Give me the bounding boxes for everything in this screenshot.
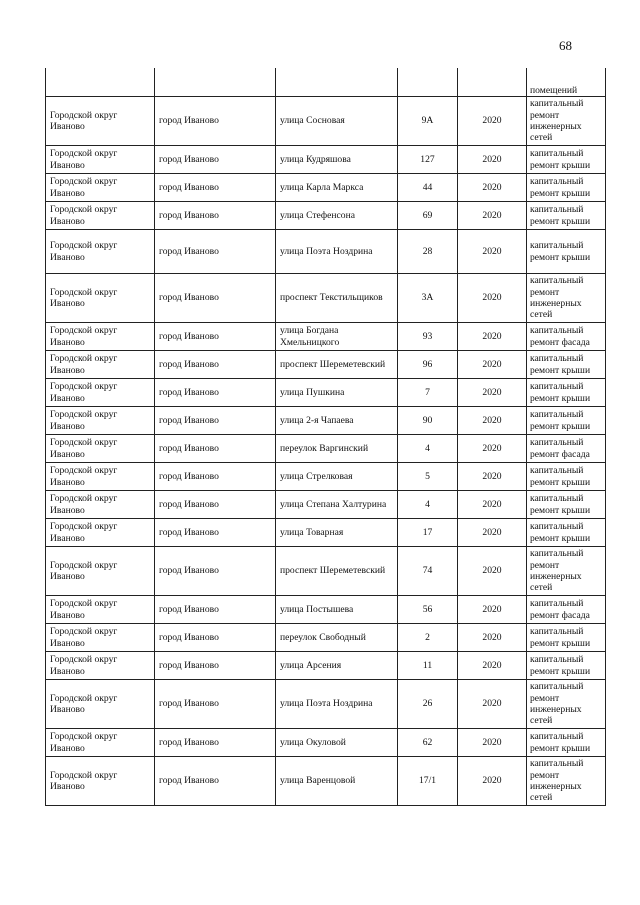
street-cell: проспект Шереметевский — [276, 547, 398, 596]
year-cell: 2020 — [458, 624, 527, 652]
house-cell: 2 — [398, 624, 458, 652]
table-row — [46, 230, 606, 274]
table-row — [46, 97, 606, 146]
table-row — [46, 547, 606, 596]
year-cell: 2020 — [458, 680, 527, 729]
house-cell: 96 — [398, 351, 458, 379]
cell — [398, 68, 458, 97]
cell — [46, 68, 155, 97]
table-row — [46, 624, 606, 652]
city-cell: город Иваново — [155, 146, 276, 174]
work-cell: капитальный ремонт инженерных сетей — [527, 680, 606, 729]
street-cell: улица Арсения — [276, 652, 398, 680]
year-cell: 2020 — [458, 435, 527, 463]
city-cell: город Иваново — [155, 652, 276, 680]
district-cell: Городской округ Иваново — [46, 323, 155, 351]
year-cell: 2020 — [458, 729, 527, 757]
district-cell: Городской округ Иваново — [46, 491, 155, 519]
year-cell: 2020 — [458, 463, 527, 491]
table-row — [46, 146, 606, 174]
table-row — [46, 652, 606, 680]
work-cell: капитальный ремонт крыши — [527, 146, 606, 174]
district-cell: Городской округ Иваново — [46, 757, 155, 806]
street-cell: переулок Варгинский — [276, 435, 398, 463]
street-cell: улица Варенцовой — [276, 757, 398, 806]
city-cell: город Иваново — [155, 757, 276, 806]
work-cell: помещений — [527, 68, 606, 97]
city-cell: город Иваново — [155, 407, 276, 435]
district-cell: Городской округ Иваново — [46, 435, 155, 463]
street-cell: улица Поэта Ноздрина — [276, 230, 398, 274]
year-cell: 2020 — [458, 379, 527, 407]
cell — [458, 68, 527, 97]
district-cell: Городской округ Иваново — [46, 351, 155, 379]
house-cell: 56 — [398, 596, 458, 624]
work-cell: капитальный ремонт фасада — [527, 596, 606, 624]
year-cell: 2020 — [458, 652, 527, 680]
year-cell: 2020 — [458, 351, 527, 379]
house-cell: 11 — [398, 652, 458, 680]
street-cell: улица Богдана Хмельницкого — [276, 323, 398, 351]
district-cell: Городской округ Иваново — [46, 146, 155, 174]
city-cell: город Иваново — [155, 463, 276, 491]
street-cell: улица Окуловой — [276, 729, 398, 757]
table-row — [46, 379, 606, 407]
city-cell: город Иваново — [155, 596, 276, 624]
year-cell: 2020 — [458, 174, 527, 202]
year-cell: 2020 — [458, 547, 527, 596]
cell — [276, 68, 398, 97]
table-row — [46, 680, 606, 729]
district-cell: Городской округ Иваново — [46, 624, 155, 652]
street-cell: улица 2-я Чапаева — [276, 407, 398, 435]
work-cell: капитальный ремонт крыши — [527, 652, 606, 680]
house-cell: 9А — [398, 97, 458, 146]
city-cell: город Иваново — [155, 680, 276, 729]
work-cell: капитальный ремонт крыши — [527, 230, 606, 274]
district-cell: Городской округ Иваново — [46, 652, 155, 680]
year-cell: 2020 — [458, 519, 527, 547]
street-cell: улица Постышева — [276, 596, 398, 624]
street-cell: улица Стрелковая — [276, 463, 398, 491]
city-cell: город Иваново — [155, 202, 276, 230]
house-cell: 5 — [398, 463, 458, 491]
city-cell: город Иваново — [155, 174, 276, 202]
city-cell: город Иваново — [155, 729, 276, 757]
street-cell: улица Стефенсона — [276, 202, 398, 230]
district-cell: Городской округ Иваново — [46, 97, 155, 146]
work-cell: капитальный ремонт крыши — [527, 202, 606, 230]
city-cell: город Иваново — [155, 519, 276, 547]
work-cell: капитальный ремонт крыши — [527, 519, 606, 547]
work-cell: капитальный ремонт крыши — [527, 379, 606, 407]
table-row — [46, 596, 606, 624]
house-cell: 4 — [398, 491, 458, 519]
house-cell: 17 — [398, 519, 458, 547]
district-cell: Городской округ Иваново — [46, 547, 155, 596]
district-cell: Городской округ Иваново — [46, 519, 155, 547]
cell — [155, 68, 276, 97]
house-cell: 74 — [398, 547, 458, 596]
house-cell: 90 — [398, 407, 458, 435]
work-cell: капитальный ремонт крыши — [527, 174, 606, 202]
house-cell: 44 — [398, 174, 458, 202]
table-row — [46, 435, 606, 463]
year-cell: 2020 — [458, 274, 527, 323]
work-cell: капитальный ремонт крыши — [527, 407, 606, 435]
year-cell: 2020 — [458, 491, 527, 519]
street-cell: проспект Текстильщиков — [276, 274, 398, 323]
street-cell: улица Степана Халтурина — [276, 491, 398, 519]
house-cell: 7 — [398, 379, 458, 407]
street-cell: улица Карла Маркса — [276, 174, 398, 202]
district-cell: Городской округ Иваново — [46, 379, 155, 407]
continued-row — [46, 68, 606, 97]
city-cell: город Иваново — [155, 435, 276, 463]
table-row — [46, 202, 606, 230]
house-cell: 28 — [398, 230, 458, 274]
work-cell: капитальный ремонт крыши — [527, 491, 606, 519]
district-cell: Городской округ Иваново — [46, 174, 155, 202]
street-cell: улица Пушкина — [276, 379, 398, 407]
house-cell: 62 — [398, 729, 458, 757]
year-cell: 2020 — [458, 323, 527, 351]
city-cell: город Иваново — [155, 351, 276, 379]
table-row — [46, 323, 606, 351]
district-cell: Городской округ Иваново — [46, 463, 155, 491]
street-cell: улица Товарная — [276, 519, 398, 547]
street-cell: переулок Свободный — [276, 624, 398, 652]
table-row — [46, 463, 606, 491]
year-cell: 2020 — [458, 757, 527, 806]
table-row — [46, 729, 606, 757]
city-cell: город Иваново — [155, 323, 276, 351]
street-cell: улица Поэта Ноздрина — [276, 680, 398, 729]
year-cell: 2020 — [458, 202, 527, 230]
district-cell: Городской округ Иваново — [46, 407, 155, 435]
district-cell: Городской округ Иваново — [46, 274, 155, 323]
house-cell: 93 — [398, 323, 458, 351]
district-cell: Городской округ Иваново — [46, 230, 155, 274]
district-cell: Городской округ Иваново — [46, 596, 155, 624]
house-cell: 3А — [398, 274, 458, 323]
city-cell: город Иваново — [155, 624, 276, 652]
table-row — [46, 174, 606, 202]
city-cell: город Иваново — [155, 547, 276, 596]
year-cell: 2020 — [458, 146, 527, 174]
work-cell: капитальный ремонт крыши — [527, 624, 606, 652]
work-cell: капитальный ремонт крыши — [527, 351, 606, 379]
district-cell: Городской округ Иваново — [46, 680, 155, 729]
work-cell: капитальный ремонт крыши — [527, 463, 606, 491]
table-row — [46, 519, 606, 547]
repair-table — [45, 68, 606, 806]
city-cell: город Иваново — [155, 230, 276, 274]
house-cell: 4 — [398, 435, 458, 463]
house-cell: 17/1 — [398, 757, 458, 806]
street-cell: проспект Шереметевский — [276, 351, 398, 379]
year-cell: 2020 — [458, 230, 527, 274]
district-cell: Городской округ Иваново — [46, 729, 155, 757]
work-cell: капитальный ремонт крыши — [527, 729, 606, 757]
table-row — [46, 407, 606, 435]
street-cell: улица Кудряшова — [276, 146, 398, 174]
table-row — [46, 757, 606, 806]
house-cell: 127 — [398, 146, 458, 174]
city-cell: город Иваново — [155, 97, 276, 146]
street-cell: улица Сосновая — [276, 97, 398, 146]
table-row — [46, 491, 606, 519]
table-row — [46, 274, 606, 323]
year-cell: 2020 — [458, 97, 527, 146]
work-cell: капитальный ремонт инженерных сетей — [527, 757, 606, 806]
work-cell: капитальный ремонт инженерных сетей — [527, 97, 606, 146]
year-cell: 2020 — [458, 407, 527, 435]
work-cell: капитальный ремонт инженерных сетей — [527, 274, 606, 323]
house-cell: 69 — [398, 202, 458, 230]
year-cell: 2020 — [458, 596, 527, 624]
page-number: 68 — [559, 38, 572, 53]
city-cell: город Иваново — [155, 379, 276, 407]
work-cell: капитальный ремонт фасада — [527, 323, 606, 351]
table-row — [46, 351, 606, 379]
city-cell: город Иваново — [155, 491, 276, 519]
work-cell: капитальный ремонт инженерных сетей — [527, 547, 606, 596]
district-cell: Городской округ Иваново — [46, 202, 155, 230]
city-cell: город Иваново — [155, 274, 276, 323]
work-cell: капитальный ремонт фасада — [527, 435, 606, 463]
house-cell: 26 — [398, 680, 458, 729]
